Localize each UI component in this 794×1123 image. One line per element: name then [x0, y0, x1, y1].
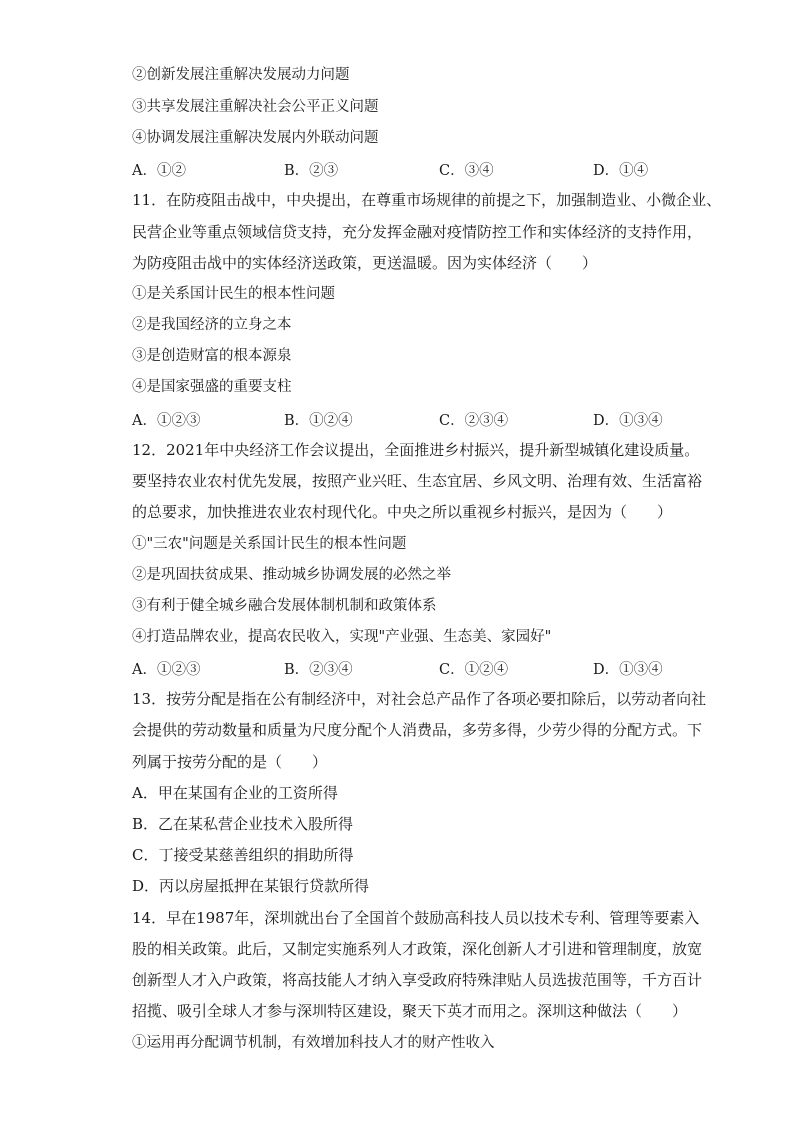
q11-option-d[interactable]: D．①③④: [593, 413, 663, 429]
q13-stem-line-2: 会提供的劳动数量和质量为尺度分配个人消费品，多劳多得，少劳少得的分配方式。下: [132, 721, 703, 739]
q10-options: [132, 159, 672, 179]
q12-item-2: ②是巩固扶贫成果、推动城乡协调发展的必然之举: [132, 567, 451, 583]
q12-option-a[interactable]: A．①②③: [132, 662, 201, 678]
q12-options: [132, 658, 672, 678]
q11-item-2: ②是我国经济的立身之本: [132, 317, 292, 333]
q14-stem-line-4: 招揽、吸引全球人才参与深圳特区建设，聚天下英才而用之。深圳这种做法（ ）: [132, 1002, 688, 1020]
q10-item-4: ④协调发展注重解决发展内外联动问题: [132, 130, 379, 146]
q10-option-a[interactable]: A．①②: [132, 163, 186, 179]
q11-options: [132, 409, 672, 429]
q13-choice-d[interactable]: D．丙以房屋抵押在某银行贷款所得: [132, 877, 370, 895]
q11-stem-line-2: 民营企业等重点领域信贷支持，充分发挥金融对疫情防控工作和实体经济的支持作用，: [132, 223, 703, 241]
q13-choice-a[interactable]: A．甲在某国有企业的工资所得: [132, 784, 338, 802]
q11-item-4: ④是国家强盛的重要支柱: [132, 379, 292, 395]
q10-option-b[interactable]: B．②③: [284, 163, 339, 179]
q12-item-3: ③有利于健全城乡融合发展体制机制和政策体系: [132, 598, 437, 614]
q11-item-1: ①是关系国计民生的根本性问题: [132, 286, 335, 302]
q10-item-3: ③共享发展注重解决社会公平正义问题: [132, 99, 379, 115]
q11-option-c[interactable]: C．②③④: [439, 413, 509, 429]
q14-item-1: ①运用再分配调节机制，有效增加科技人才的财产性收入: [132, 1035, 495, 1051]
q12-item-1: ①"三农"问题是关系国计民生的根本性问题: [132, 536, 407, 552]
q13-choice-b[interactable]: B．乙在某私营企业技术入股所得: [132, 815, 354, 833]
q13-stem-line-1: 13．按劳分配是指在公有制经济中，对社会总产品作了各项必要扣除后，以劳动者向社: [132, 690, 707, 708]
q11-option-b[interactable]: B．①②④: [284, 413, 353, 429]
q11-stem-line-3: 为防疫阻击战中的实体经济送政策，更送温暖。因为实体经济（ ）: [132, 254, 598, 272]
q14-stem-line-1: 14．早在1987年，深圳就出台了全国首个鼓励高科技人员以技术专利、管理等要素入: [132, 909, 700, 927]
q11-option-a[interactable]: A．①②③: [132, 413, 201, 429]
q12-option-b[interactable]: B．②③④: [284, 662, 353, 678]
q10-item-2: ②创新发展注重解决发展动力问题: [132, 67, 350, 83]
q11-stem-line-1: 11．在防疫阻击战中，中央提出，在尊重市场规律的前提之下，加强制造业、小微企业、: [132, 191, 722, 209]
q12-stem-line-1: 12．2021年中央经济工作会议提出，全面推进乡村振兴，提升新型城镇化建设质量。: [132, 441, 700, 459]
q10-option-d[interactable]: D．①④: [593, 163, 649, 179]
q12-item-4: ④打造品牌农业，提高农民收入，实现"产业强、生态美、家园好": [132, 629, 552, 645]
q12-option-d[interactable]: D．①③④: [593, 662, 663, 678]
q11-item-3: ③是创造财富的根本源泉: [132, 348, 292, 364]
q13-choice-c[interactable]: C．丁接受某慈善组织的捐助所得: [132, 846, 354, 864]
q14-stem-line-2: 股的相关政策。此后，又制定实施系列人才政策，深化创新人才引进和管理制度，放宽: [132, 940, 703, 958]
q14-stem-line-3: 创新型人才入户政策，将高技能人才纳入享受政府特殊津贴人员选拔范围等，千方百计: [132, 971, 703, 989]
q12-option-c[interactable]: C．①②④: [439, 662, 509, 678]
q10-option-c[interactable]: C．③④: [439, 163, 494, 179]
q13-stem-line-3: 列属于按劳分配的是（ ）: [132, 753, 328, 771]
q12-stem-line-2: 要坚持农业农村优先发展，按照产业兴旺、生态宜居、乡风文明、治理有效、生活富裕: [132, 472, 703, 490]
q12-stem-line-3: 的总要求，加快推进农业农村现代化。中央之所以重视乡村振兴，是因为（ ）: [132, 503, 673, 521]
